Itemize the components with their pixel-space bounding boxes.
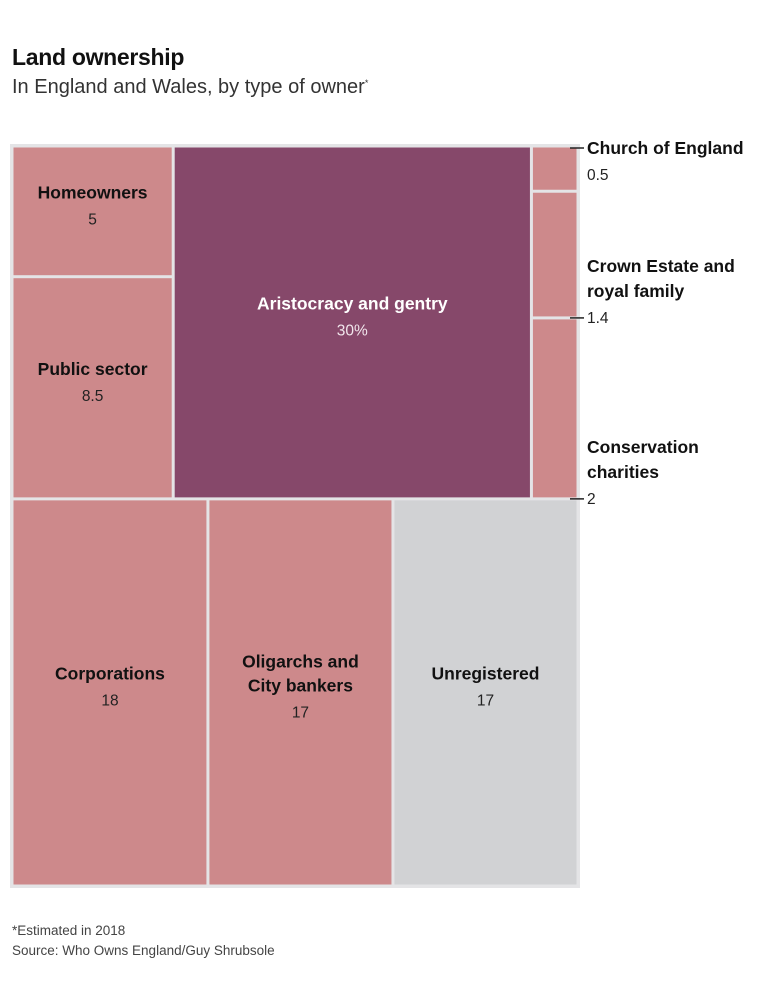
tile-crown-estate-and-royal-family[interactable]	[533, 193, 577, 317]
side-label-conservation-charities-line-1: Conservation	[587, 436, 699, 457]
label-oligarchs-and-city-bankers-line-1: Oligarchs and	[242, 651, 359, 672]
footnote: *Estimated in 2018	[12, 923, 126, 938]
side-value-church-of-england: 0.5	[587, 167, 609, 184]
source-note: Source: Who Owns England/Guy Shrubsole	[12, 943, 275, 958]
label-public-sector: Public sector	[37, 358, 148, 379]
label-aristocracy-and-gentry: Aristocracy and gentry	[257, 293, 448, 314]
side-value-crown-estate-and-royal-family: 1.4	[587, 309, 609, 327]
subtitle-footnote-marker: *	[364, 78, 369, 88]
value-public-sector: 8.5	[81, 387, 104, 405]
value-homeowners: 5	[88, 211, 97, 229]
label-corporations: Corporations	[55, 663, 165, 684]
tile-church-of-england[interactable]	[533, 148, 577, 190]
value-oligarchs-and-city-bankers: 17	[291, 704, 310, 722]
side-value-conservation-charities: 2	[587, 490, 596, 508]
value-unregistered: 17	[476, 692, 495, 710]
value-corporations: 18	[101, 692, 119, 710]
side-label-crown-estate-and-royal-family-line-1: Crown Estate and	[587, 255, 735, 276]
side-label-church-of-england: Church of England	[587, 138, 744, 158]
label-unregistered: Unregistered	[431, 663, 540, 684]
label-oligarchs-and-city-bankers-line-2: City bankers	[247, 675, 353, 696]
tile-conservation-charities[interactable]	[533, 319, 577, 497]
subtitle-text: In England and Wales, by type of owner	[12, 76, 365, 98]
side-label-crown-estate-and-royal-family-line-2: royal family	[587, 280, 685, 301]
chart-title: Land ownership	[12, 44, 185, 70]
label-homeowners: Homeowners	[37, 182, 148, 203]
side-label-conservation-charities-line-2: charities	[587, 461, 659, 482]
value-aristocracy-and-gentry: 30%	[336, 322, 368, 340]
